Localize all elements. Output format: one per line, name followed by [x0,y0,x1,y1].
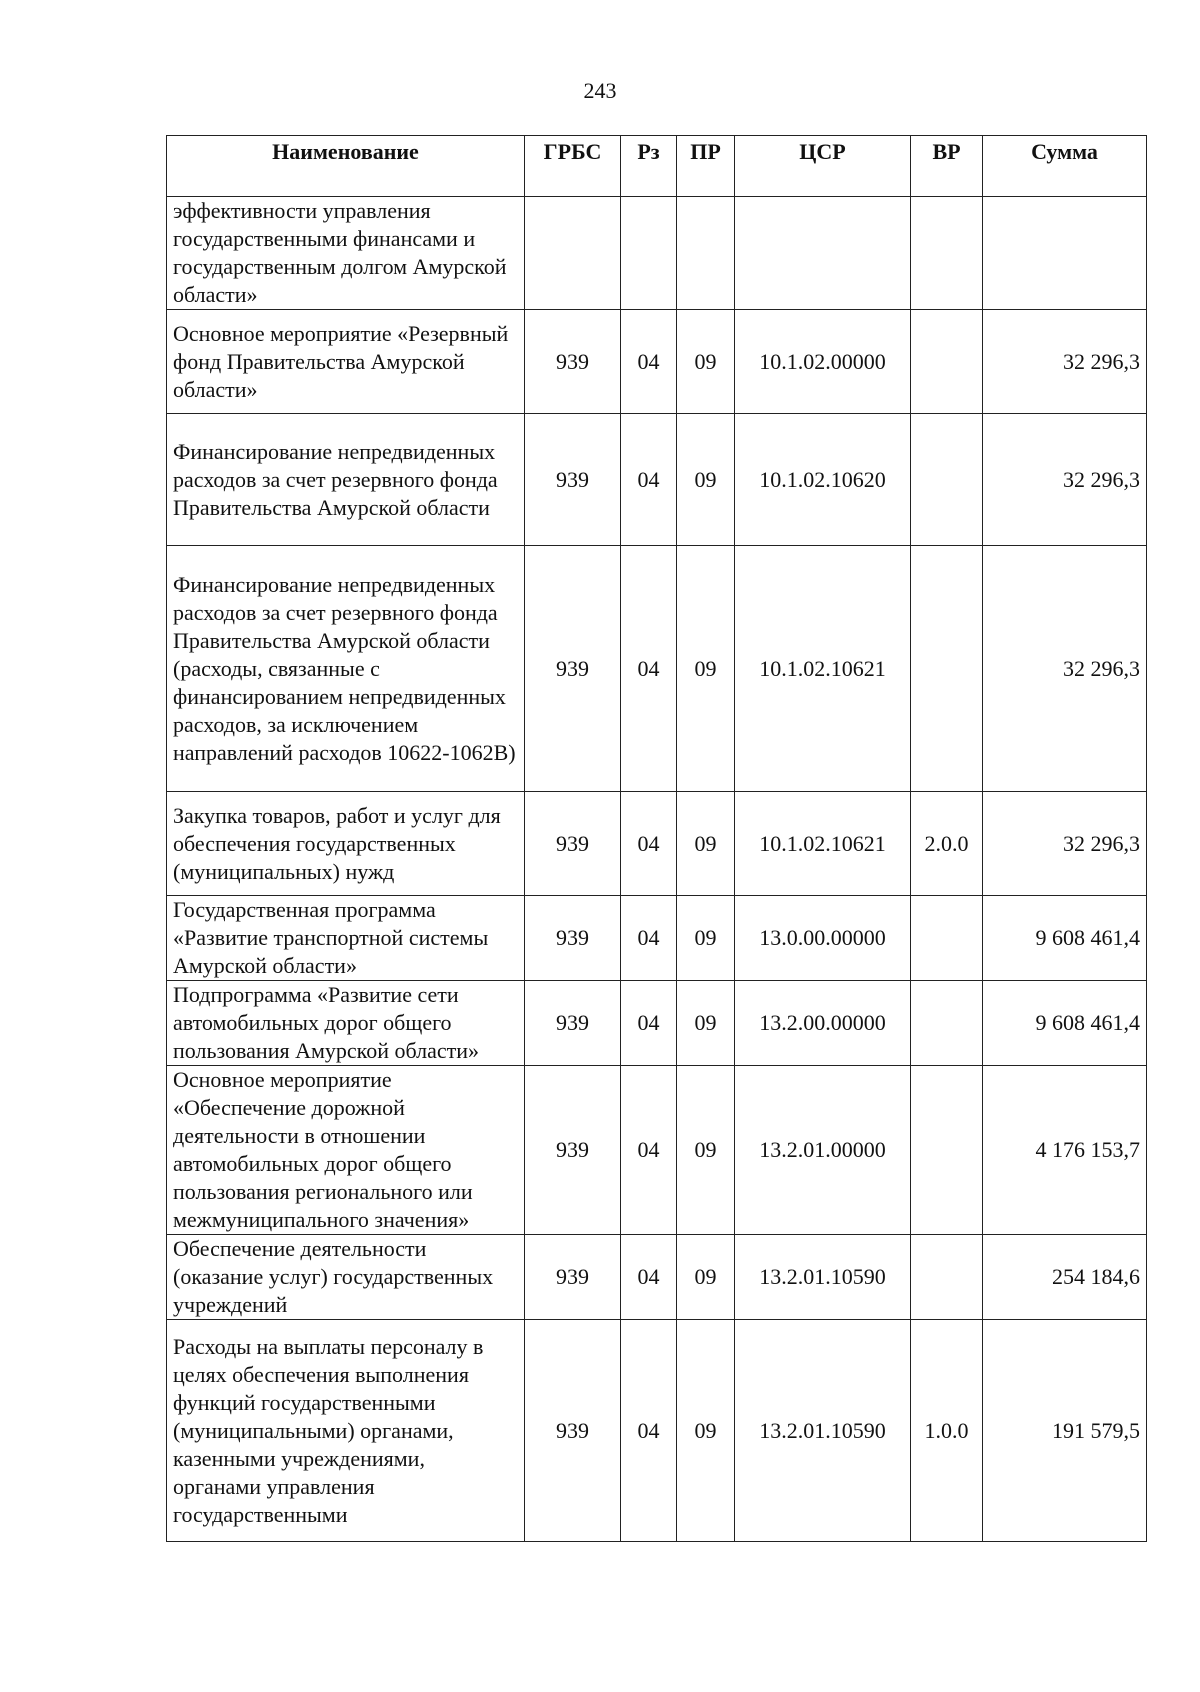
header-vr: ВР [911,136,983,197]
cell-name: эффективности управления государственными финансами и государственным долгом Амурской области» [167,197,525,310]
cell-sum: 32 296,3 [983,414,1147,546]
cell-rz: 04 [621,896,677,981]
cell-pr: 09 [677,1066,735,1235]
cell-csr: 13.2.01.00000 [735,1066,911,1235]
cell-csr: 13.2.01.10590 [735,1320,911,1542]
table-row [167,310,1147,414]
cell-pr: 09 [677,792,735,896]
cell-pr: 09 [677,1235,735,1320]
cell-sum: 191 579,5 [983,1320,1147,1542]
cell-name: Основное мероприятие «Обеспечение дорожной деятельности в отношении автомобильных дорог общего пользования регионального или межмуниципального значения» [167,1066,525,1235]
cell-csr: 10.1.02.10621 [735,792,911,896]
cell-name: Подпрограмма «Развитие сети автомобильных дорог общего пользования Амурской области» [167,981,525,1066]
cell-rz: 04 [621,414,677,546]
table-row [167,546,1147,792]
table-row [167,896,1147,981]
cell-rz: 04 [621,981,677,1066]
cell-name: Расходы на выплаты персоналу в целях обеспечения выполнения функций государственными (муниципальными) органами, казенными учреждениями, органами управления государственными [167,1320,525,1542]
cell-name: Государственная программа «Развитие транспортной системы Амурской области» [167,896,525,981]
cell-name: Финансирование непредвиденных расходов за счет резервного фонда Правительства Амурской области [167,414,525,546]
table-row [167,1320,1147,1542]
cell-vr [911,1235,983,1320]
cell-vr [911,546,983,792]
cell-vr [911,981,983,1066]
cell-name: Финансирование непредвиденных расходов за счет резервного фонда Правительства Амурской области (расходы, связанные с финансированием непредвиденных расходов, за исключением направлений расходов 10622-1062В) [167,546,525,792]
cell-rz: 04 [621,1320,677,1542]
cell-pr: 09 [677,896,735,981]
cell-name: Обеспечение деятельности (оказание услуг) государственных учреждений [167,1235,525,1320]
table-row [167,1235,1147,1320]
table-header-row [167,136,1147,197]
table-row [167,1066,1147,1235]
cell-csr: 13.2.00.00000 [735,981,911,1066]
header-pr: ПР [677,136,735,197]
cell-pr: 09 [677,1320,735,1542]
table-row [167,792,1147,896]
cell-rz: 04 [621,546,677,792]
cell-grbs: 939 [525,546,621,792]
cell-grbs: 939 [525,792,621,896]
cell-rz: 04 [621,1066,677,1235]
cell-name: Закупка товаров, работ и услуг для обеспечения государственных (муниципальных) нужд [167,792,525,896]
cell-csr: 10.1.02.00000 [735,310,911,414]
cell-vr [911,414,983,546]
cell-sum: 32 296,3 [983,792,1147,896]
cell-vr [911,197,983,310]
cell-pr [677,197,735,310]
cell-rz: 04 [621,310,677,414]
cell-sum: 32 296,3 [983,310,1147,414]
cell-grbs: 939 [525,414,621,546]
cell-sum: 254 184,6 [983,1235,1147,1320]
cell-vr: 1.0.0 [911,1320,983,1542]
header-rz: Рз [621,136,677,197]
cell-sum: 4 176 153,7 [983,1066,1147,1235]
cell-grbs: 939 [525,1320,621,1542]
cell-pr: 09 [677,414,735,546]
cell-sum [983,197,1147,310]
header-name: Наименование [167,136,525,197]
header-grbs: ГРБС [525,136,621,197]
cell-vr [911,896,983,981]
cell-grbs: 939 [525,1066,621,1235]
cell-rz: 04 [621,1235,677,1320]
table-row [167,414,1147,546]
cell-csr: 13.0.00.00000 [735,896,911,981]
cell-csr [735,197,911,310]
cell-grbs: 939 [525,310,621,414]
header-csr: ЦСР [735,136,911,197]
cell-name: Основное мероприятие «Резервный фонд Правительства Амурской области» [167,310,525,414]
budget-table [166,135,1147,1542]
cell-grbs: 939 [525,1235,621,1320]
cell-pr: 09 [677,981,735,1066]
cell-rz [621,197,677,310]
cell-csr: 13.2.01.10590 [735,1235,911,1320]
cell-csr: 10.1.02.10621 [735,546,911,792]
cell-grbs: 939 [525,896,621,981]
cell-grbs [525,197,621,310]
cell-csr: 10.1.02.10620 [735,414,911,546]
page-number: 243 [583,78,617,103]
table-row [167,981,1147,1066]
table-row [167,197,1147,310]
header-sum: Сумма [983,136,1147,197]
cell-sum: 9 608 461,4 [983,981,1147,1066]
cell-pr: 09 [677,546,735,792]
cell-rz: 04 [621,792,677,896]
cell-grbs: 939 [525,981,621,1066]
cell-pr: 09 [677,310,735,414]
cell-vr: 2.0.0 [911,792,983,896]
cell-vr [911,1066,983,1235]
cell-sum: 32 296,3 [983,546,1147,792]
cell-vr [911,310,983,414]
cell-sum: 9 608 461,4 [983,896,1147,981]
